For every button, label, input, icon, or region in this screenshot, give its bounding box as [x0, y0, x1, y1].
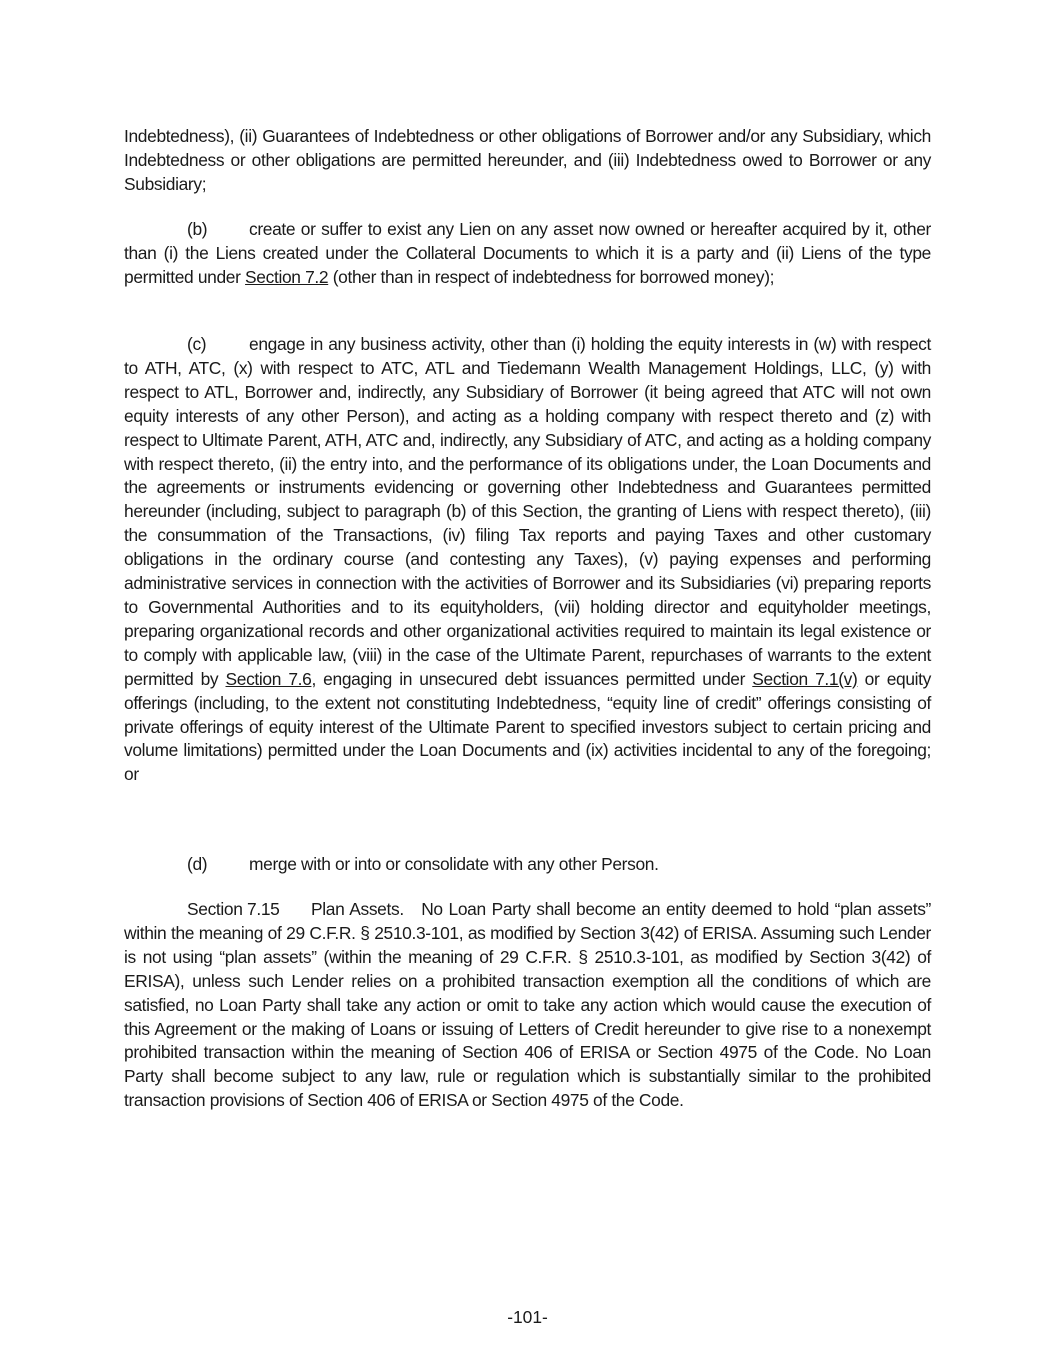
paragraph-b — [124, 218, 931, 290]
section-reference-link[interactable]: Section 7.6 — [225, 668, 312, 689]
paragraph-c — [124, 333, 931, 787]
section-7-15 — [124, 898, 931, 1113]
paragraph-text: Indebtedness), (ii) Guarantees of Indebtedness or other obligations of Borrower and/or any Subsidiary, which Indebtedness or other obligations are permitted hereunder, and (iii) Indebtedness owed to Borrower or any Subsidiary; — [124, 126, 931, 194]
paragraph-continuation — [124, 125, 931, 197]
paragraph-text: or equity offerings (including, to the extent not constituting Indebtedness, “equity line of credit” offerings consisting of private offerings of equity interest of the Ultimate Parent to specified investors subject to certain pricing and volume limitations) permitted under the Loan Documents and (ix) activities incidental to any of the foregoing; or — [124, 668, 931, 785]
section-number: Section 7.15 — [187, 899, 280, 919]
paragraph-text: engage in any business activity, other than (i) holding the equity interests in (w) with respect to ATH, ATC, (x) with respect to ATC, ATL and Tiedemann Wealth Management Holdings, LLC, (y) with respect to ATL, Borrower and, indirectly, any Subsidiary of Borrower (it being agreed that ATC will not own equity interests of any other Person), and acting as a holding company with respect thereto and (z) with respect to Ultimate Parent, ATH, ATC and, indirectly, any Subsidiary of ATC, and acting as a holding company with respect thereto, (ii) the entry into, and the performance of its obligations under, the Loan Documents and the agreements or instruments evidencing or governing other Indebtedness and Guarantees permitted hereunder (including, subject to paragraph (b) of this Section, the granting of Liens with respect thereto), (iii) the consummation of the Transactions, (iv) filing Tax reports and paying Taxes and other customary obligations in the ordinary course (and contesting any Taxes), (v) paying expenses and performing administrative services in connection with the activities of Borrower and its Subsidiaries (vi) preparing reports to Governmental Authorities and to its equityholders, (vii) holding director and equityholder meetings, preparing organizational records and other organizational activities required to maintain its legal existence or to comply with applicable law, (viii) in the case of the Ultimate Parent, repurchases of warrants to the extent permitted by — [124, 334, 931, 689]
paragraph-text: (other than in respect of indebtedness for borrowed money); — [328, 266, 775, 287]
section-reference-link[interactable]: Section 7.1(v) — [752, 668, 858, 689]
section-title: Plan Assets. — [311, 899, 404, 919]
paragraph-label: (c) — [187, 334, 207, 354]
paragraph-label: (d) — [187, 854, 208, 874]
paragraph-text: create or suffer to exist any Lien on any asset now owned or hereafter acquired by it, other than (i) the Liens created under the Collateral Documents to which it is a party and (ii) Liens of the type permitted under — [124, 219, 931, 287]
section-reference-link[interactable]: Section 7.2 — [245, 266, 329, 287]
paragraph-text: No Loan Party shall become an entity deemed to hold “plan assets” within the meaning of 29 C.F.R. § 2510.3-101, as modified by Section 3(42) of ERISA. Assuming such Lender is not using “plan assets” (within the meaning of 29 C.F.R. § 2510.3-101, as modified by Section 3(42) of ERISA), unless such Lender relies on a prohibited transaction exemption all the conditions of which are satisfied, no Loan Party shall take any action or omit to take any action which would cause the execution of this Agreement or the making of Loans or issuing of Letters of Credit hereunder to give rise to a nonexempt prohibited transaction within the meaning of Section 406 of ERISA or Section 4975 of the Code. No Loan Party shall become subject to any law, rule or regulation which is substantially similar to the prohibited transaction provisions of Section 406 of ERISA or Section 4975 of the Code. — [124, 899, 931, 1111]
paragraph-text: , engaging in unsecured debt issuances permitted under — [311, 668, 753, 689]
paragraph-d — [124, 853, 931, 877]
page-number: -101- — [507, 1307, 548, 1327]
paragraph-text: merge with or into or consolidate with any other Person. — [249, 854, 659, 874]
paragraph-label: (b) — [187, 219, 208, 239]
